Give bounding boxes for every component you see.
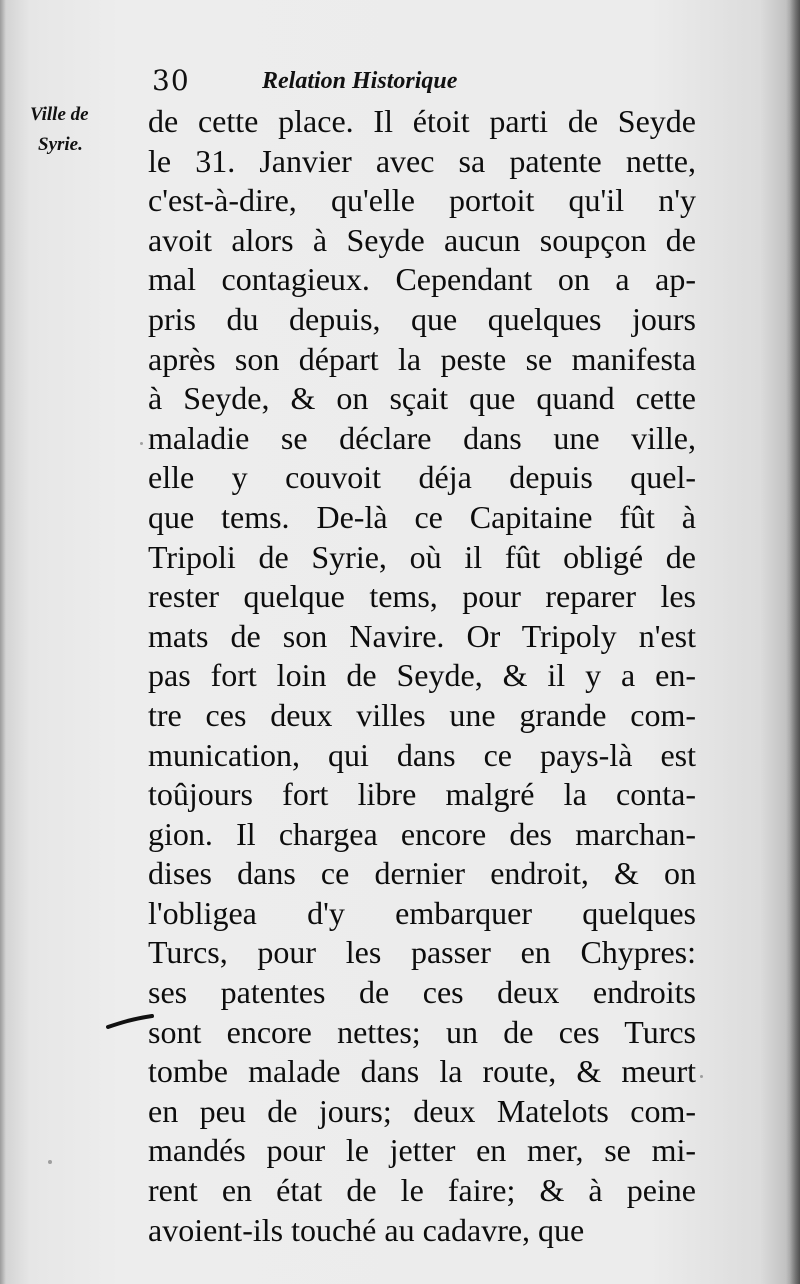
text-line: mandés pour le jetter en mer, se mi-: [148, 1132, 696, 1169]
text-line: à Seyde, & on sçait que quand cette: [148, 380, 696, 417]
paper-speck: [140, 442, 143, 445]
text-line: avoient-ils touché au cadavre, que: [148, 1211, 585, 1248]
text-line: le 31. Janvier avec sa patente nette,: [148, 142, 696, 179]
text-line: mats de son Navire. Or Tripoly n'est: [148, 617, 696, 654]
text-line: rester quelque tems, pour reparer les: [148, 578, 696, 615]
text-line: pas fort loin de Seyde, & il y a en-: [148, 657, 696, 694]
text-line: Turcs, pour les passer en Chypres:: [148, 934, 696, 971]
margin-note-line-2: Syrie.: [38, 134, 83, 155]
text-line: de cette place. Il étoit parti de Seyde: [148, 103, 696, 139]
margin-note: [30, 100, 140, 160]
text-line: pris du depuis, que quelques jours: [148, 300, 696, 337]
text-line: rent en état de le faire; & à peine: [148, 1172, 696, 1209]
text-line: dises dans ce dernier endroit, & on: [148, 855, 696, 892]
page-left-edge-shadow: [0, 0, 6, 1284]
page-header: [152, 64, 712, 104]
text-line: mal contagieux. Cependant on a ap-: [148, 261, 696, 298]
body-text: [148, 102, 696, 1250]
text-line: avoit alors à Seyde aucun soupçon de: [148, 221, 696, 258]
text-line: l'obligea d'y embarquer quelques: [148, 894, 696, 931]
text-line: après son départ la peste se manifesta: [148, 340, 696, 377]
text-line: ses patentes de ces deux endroits: [148, 974, 696, 1011]
text-line: c'est-à-dire, qu'elle portoit qu'il n'y: [148, 182, 696, 219]
text-line: tombe malade dans la route, & meurt: [148, 1053, 696, 1090]
handwritten-pointer-mark: [106, 1014, 156, 1030]
text-line: Tripoli de Syrie, où il fût obligé de: [148, 538, 696, 575]
text-line: toûjours fort libre malgré la conta-: [148, 776, 696, 813]
paper-speck: [700, 1075, 703, 1078]
text-line: gion. Il chargea encore des marchan-: [148, 815, 696, 852]
running-title: Relation Historique: [262, 68, 458, 94]
text-line: elle y couvoit déja depuis quel-: [148, 459, 696, 496]
text-line: sont encore nettes; un de ces Turcs: [148, 1013, 696, 1050]
page-gutter-shadow: [786, 0, 800, 1284]
text-line: que tems. De-là ce Capitaine fût à: [148, 498, 696, 535]
text-line: en peu de jours; deux Matelots com-: [148, 1092, 696, 1129]
text-line: munication, qui dans ce pays-là est: [148, 736, 696, 773]
margin-note-line-1: Ville de: [30, 104, 89, 125]
text-line: maladie se déclare dans une ville,: [148, 419, 696, 456]
paper-speck: [48, 1160, 52, 1164]
page-number: 30: [152, 64, 190, 97]
text-line: tre ces deux villes une grande com-: [148, 696, 696, 733]
